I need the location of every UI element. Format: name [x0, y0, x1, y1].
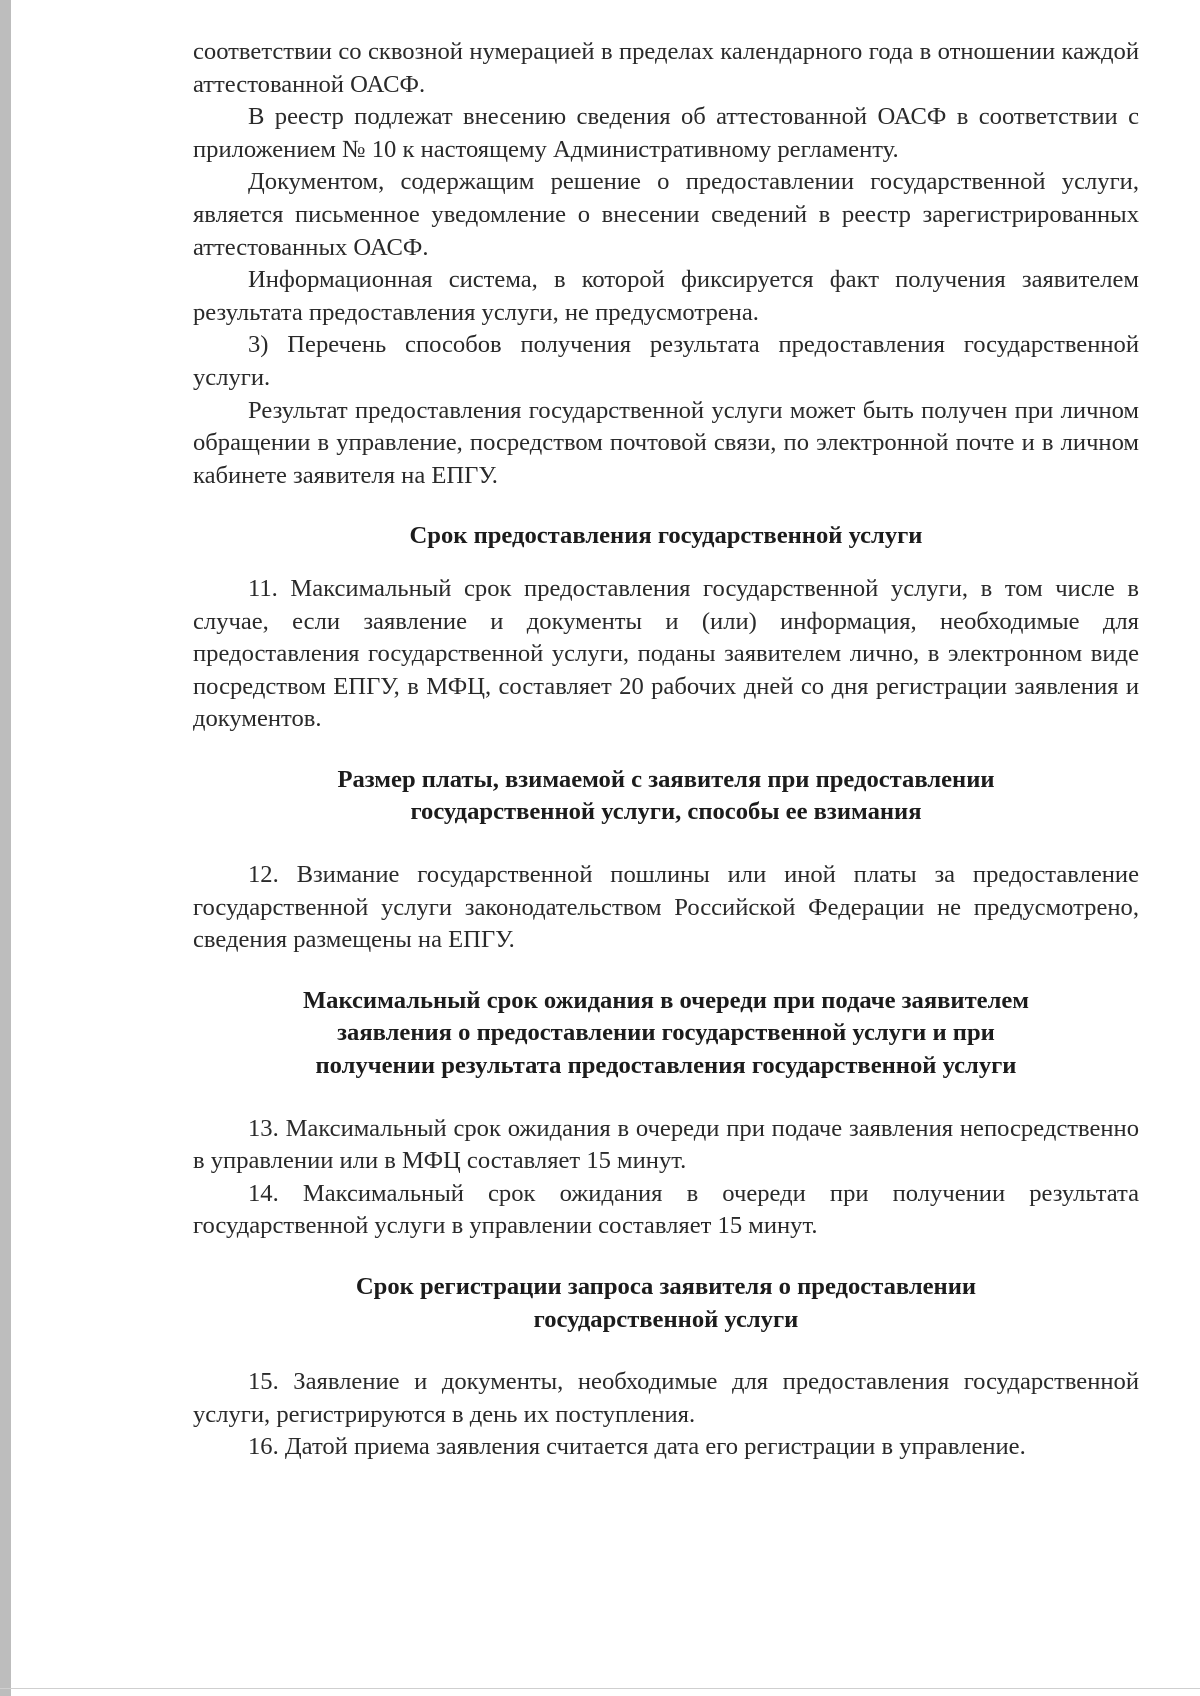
paragraph-information-system: Информационная система, в которой фиксируется факт получения заявителем результата предоставления услуги, не предусмотрена.: [193, 266, 1139, 326]
paragraph-15: 15. Заявление и документы, необходимые для предоставления государственной услуги, регистрируются в день их поступления.: [193, 1368, 1139, 1428]
heading-fee-line-1: Размер платы, взимаемой с заявителя при предоставлении: [337, 765, 995, 793]
heading-fee: [193, 764, 1139, 829]
paragraph-16: 16. Датой приема заявления считается дата его регистрации в управление.: [248, 1433, 1026, 1461]
scan-left-edge: [0, 0, 11, 1696]
paragraph-14: 14. Максимальный срок ожидания в очереди при получении результата государственной услуги в управлении составляет 15 минут.: [193, 1179, 1139, 1240]
document-body: [193, 36, 1139, 1464]
heading-registration-line-1: Срок регистрации запроса заявителя о предоставлении: [355, 1273, 977, 1300]
paragraph-12: 12. Взимание государственной пошлины или иной платы за предоставление государственной услуги законодательством Российской Федерации не предусмотрено, сведения размещены на ЕПГУ.: [193, 861, 1139, 954]
scan-bottom-edge: [0, 1688, 1200, 1689]
heading-registration-line-2: государственной услуги: [533, 1305, 799, 1333]
heading-service-term: [193, 520, 1139, 553]
heading-queue: [193, 985, 1139, 1083]
heading-fee-line-2: государственной услуги, способы ее взимания: [410, 798, 922, 826]
paragraph-decision-document: Документом, содержащим решение о предоставлении государственной услуги, является письменное уведомление о внесении сведений в реестр зарегистрированных аттестованных ОАСФ.: [193, 168, 1139, 261]
heading-queue-line-2: заявления о предоставлении государственной услуги и при: [337, 1019, 995, 1047]
paragraph-result-methods-title: 3) Перечень способов получения результата предоставления государственной услуги.: [193, 331, 1139, 391]
paragraph-11: 11. Максимальный срок предоставления государственной услуги, в том числе в случае, если заявление и документы и (или) информация, необходимые для предоставления государственной услуги, поданы заявителем лично, в электронном виде посредством ЕПГУ, в МФЦ, составляет 20 рабочих дней со дня регистрации заявления и документов.: [193, 574, 1139, 733]
paragraph-13: 13. Максимальный срок ожидания в очереди при подаче заявления непосредственно в управлении или в МФЦ составляет 15 минут.: [193, 1114, 1139, 1175]
heading-queue-line-3: получении результата предоставления государственной услуги: [315, 1052, 1017, 1080]
heading-service-term-text: Срок предоставления государственной услуги: [409, 522, 923, 550]
paragraph-result-methods: Результат предоставления государственной услуги может быть получен при личном обращении в управление, посредством почтовой связи, по электронной почте и в личном кабинете заявителя на ЕПГУ.: [193, 396, 1139, 489]
paragraph-continuation: соответствии со сквозной нумерацией в пределах календарного года в отношении каждой аттестованной ОАСФ.: [193, 38, 1139, 98]
paragraph-registry: В реестр подлежат внесению сведения об аттестованной ОАСФ в соответствии с приложением № 10 к настоящему Административному регламенту.: [193, 103, 1139, 163]
heading-registration: [193, 1271, 1139, 1336]
heading-queue-line-1: Максимальный срок ожидания в очереди при подаче заявителем: [302, 986, 1030, 1014]
